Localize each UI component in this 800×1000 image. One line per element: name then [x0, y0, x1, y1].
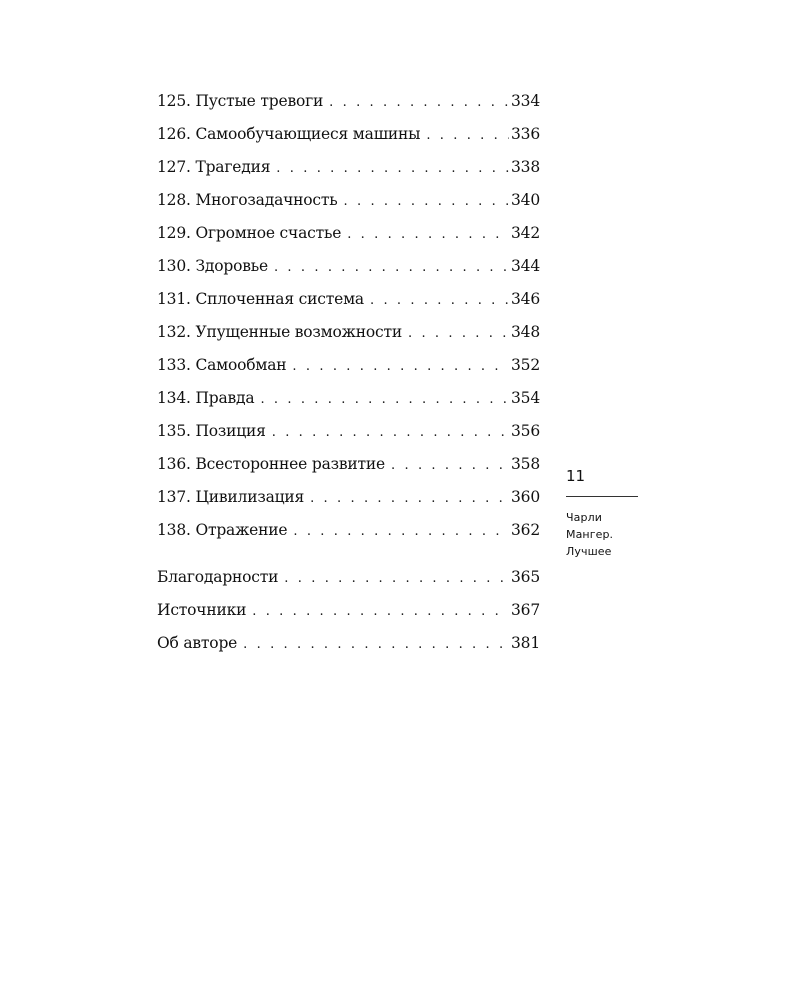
section-gap — [157, 547, 540, 561]
dot-leader — [293, 515, 509, 548]
dot-leader — [344, 185, 509, 218]
page-number: 11 — [566, 467, 586, 485]
toc-entry-page-number: 367 — [511, 601, 540, 619]
toc-entry — [157, 85, 540, 118]
toc-entry-page-number: 381 — [511, 634, 540, 652]
toc-entry-page-number: 348 — [511, 323, 540, 341]
dot-leader — [347, 218, 509, 251]
toc-entry-title: 136. Всестороннее развитие — [157, 455, 386, 473]
toc-entry — [157, 561, 540, 594]
dot-leader — [329, 86, 509, 119]
toc-entry-title: 138. Отражение — [157, 521, 288, 539]
chapter-list — [157, 85, 540, 547]
book-title-line: Чарли — [566, 511, 602, 524]
toc-entry-title: 132. Упущенные возможности — [157, 323, 402, 341]
toc-entry-page-number: 340 — [511, 191, 540, 209]
toc-entry — [157, 250, 540, 283]
book-title-line: Мангер. — [566, 528, 614, 541]
toc-entry-title: 130. Здоровье — [157, 257, 268, 275]
toc-entry — [157, 316, 540, 349]
toc-entry-title: 131. Сплоченная система — [157, 290, 364, 308]
toc-entry-page-number: 342 — [511, 224, 540, 242]
toc-entry — [157, 415, 540, 448]
toc-entry — [157, 514, 540, 547]
toc-entry-title: 135. Позиция — [157, 422, 266, 440]
toc-entry-page-number: 334 — [511, 92, 540, 110]
toc-entry-page-number: 338 — [511, 158, 540, 176]
toc-entry-title: 129. Огромное счастье — [157, 224, 342, 242]
toc-entry — [157, 448, 540, 481]
dot-leader — [292, 350, 509, 383]
toc-entry — [157, 481, 540, 514]
dot-leader — [370, 284, 509, 317]
toc-entry-page-number: 358 — [511, 455, 540, 473]
toc-entry — [157, 382, 540, 415]
toc-entry-page-number: 356 — [511, 422, 540, 440]
toc-entry-title: 133. Самообман — [157, 356, 287, 374]
table-of-contents — [157, 85, 540, 660]
dot-leader — [272, 416, 509, 449]
book-title-line: Лучшее — [566, 545, 612, 558]
toc-entry — [157, 627, 540, 660]
toc-entry-page-number: 336 — [511, 125, 540, 143]
toc-entry — [157, 349, 540, 382]
toc-entry — [157, 118, 540, 151]
toc-entry-title: Благодарности — [157, 568, 279, 586]
toc-entry — [157, 151, 540, 184]
toc-entry-page-number: 346 — [511, 290, 540, 308]
divider-rule — [566, 496, 638, 497]
dot-leader — [243, 628, 509, 661]
dot-leader — [276, 152, 509, 185]
dot-leader — [310, 482, 509, 515]
toc-entry-title: 134. Правда — [157, 389, 255, 407]
toc-entry-page-number: 352 — [511, 356, 540, 374]
dot-leader — [408, 317, 509, 350]
dot-leader — [426, 119, 509, 152]
toc-entry-title: 128. Многозадачность — [157, 191, 338, 209]
toc-entry-title: 137. Цивилизация — [157, 488, 305, 506]
toc-entry — [157, 283, 540, 316]
toc-entry-page-number: 344 — [511, 257, 540, 275]
running-head — [566, 466, 638, 560]
toc-entry-page-number: 365 — [511, 568, 540, 586]
toc-entry — [157, 184, 540, 217]
toc-entry-title: 125. Пустые тревоги — [157, 92, 324, 110]
back-matter-list — [157, 561, 540, 660]
toc-entry-title: Источники — [157, 601, 247, 619]
toc-entry-title: 126. Самообучающиеся машины — [157, 125, 421, 143]
toc-entry-title: Об авторе — [157, 634, 238, 652]
dot-leader — [260, 383, 509, 416]
dot-leader — [252, 595, 509, 628]
toc-entry — [157, 217, 540, 250]
toc-entry-page-number: 360 — [511, 488, 540, 506]
toc-entry — [157, 594, 540, 627]
toc-entry-page-number: 354 — [511, 389, 540, 407]
toc-entry-page-number: 362 — [511, 521, 540, 539]
dot-leader — [284, 562, 509, 595]
dot-leader — [274, 251, 509, 284]
toc-entry-title: 127. Трагедия — [157, 158, 271, 176]
dot-leader — [391, 449, 509, 482]
